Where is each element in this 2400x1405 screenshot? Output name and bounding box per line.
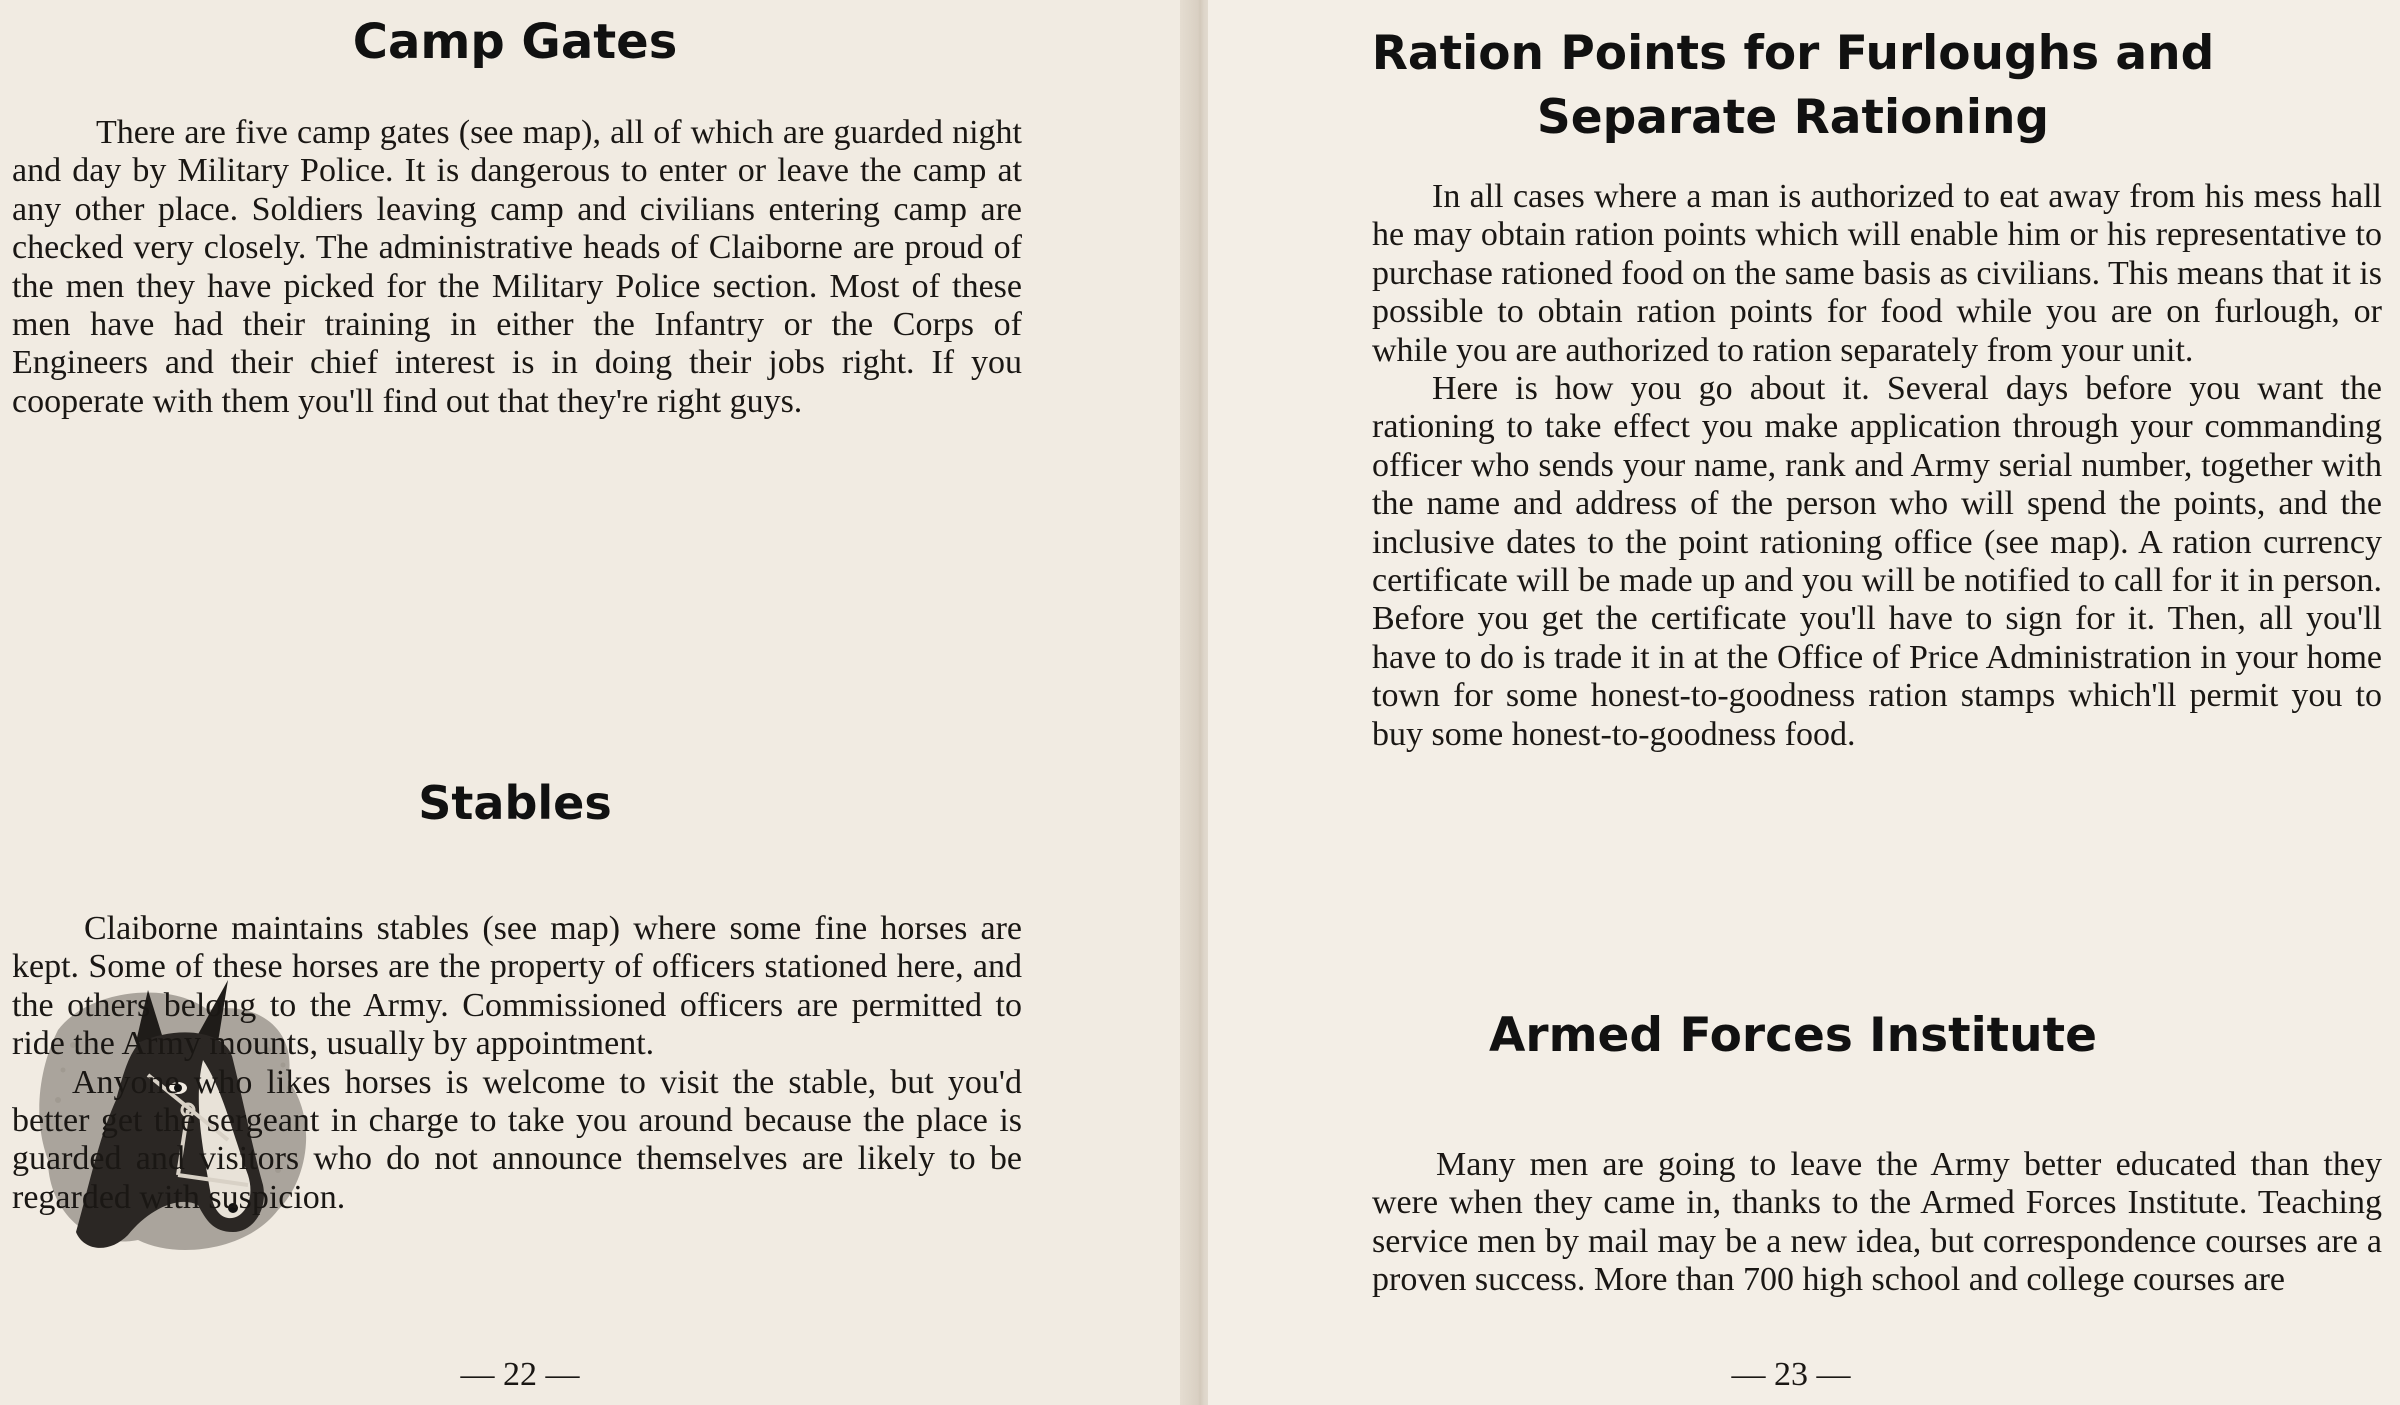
left-page (0, 0, 1192, 1405)
page-number-right: — 23 — (1731, 1356, 1851, 1393)
stables-paragraph-2: Anyone who likes horses is welcome to visit the stable, but you'd better get the sergeant in charge to take you around because the place is guarded and visitors who do not announce themselves are likely to be regarded with suspicion. (12, 1063, 1022, 1216)
ration-points-heading-line-2: Separate Rationing (1536, 90, 2050, 145)
armed-forces-body (1372, 1146, 2382, 1300)
right-page (1208, 0, 2400, 1405)
ration-points-paragraph-1: In all cases where a man is authorized to eat away from his mess hall he may obtain ration points which will enable him or his representative to purchase rationed food on the same basis as civilians. This means that it is possible to obtain ration points for food while you are on furlough, or while you are authorized to ration separately from your unit. (1372, 178, 2382, 369)
camp-gates-heading: Camp Gates (352, 14, 678, 70)
ration-points-heading-line-1: Ration Points for Furloughs and (1371, 26, 2215, 81)
ration-points-paragraph-2: Here is how you go about it. Several days before you want the rationing to take effect you make application through your commanding officer who sends your name, rank and Army serial number, together with the name and address of the person who will spend the points, and the inclusive dates to the point rationing office (see map). A ration currency certificate will be made up and you will be notified to call for it in person. Before you get the certificate you'll have to sign for it. Then, all you'll have to do is trade it in at the Office of Price Administration in your home town for some honest-to-goodness ration stamps which'll permit you to buy some honest-to-goodness food. (1372, 370, 2382, 753)
stables-body (12, 910, 1022, 1217)
stables-paragraph-1: Claiborne maintains stables (see map) where some fine horses are kept. Some of these horses are the property of officers stationed here, and the others belong to the Army. Commissioned officers are permitted to ride the Army mounts, usually by appointment. (12, 910, 1022, 1063)
armed-forces-paragraph: Many men are going to leave the Army better educated than they were when they came in, thanks to the Armed Forces Institute. Teaching service men by mail may be a new idea, but correspondence courses are a proven success. More than 700 high school and college courses are (1372, 1146, 2382, 1299)
stables-heading: Stables (418, 776, 612, 830)
ration-points-heading (1358, 22, 2228, 150)
camp-gates-body (12, 114, 1022, 421)
page-number-left: — 22 — (460, 1356, 580, 1393)
camp-gates-paragraph: There are five camp gates (see map), all of which are guarded night and day by Military Police. It is dangerous to enter or leave the camp at any other place. Soldiers leaving camp and civilians entering camp are checked very closely. The administrative heads of Claiborne are proud of the men they have picked for the Military Police section. Most of these men have had their training in either the Infantry or the Corps of Engineers and their chief interest is in doing their jobs right. If you cooperate with them you'll find out that they're right guys. (12, 114, 1022, 420)
ration-points-body (1372, 178, 2382, 754)
armed-forces-heading: Armed Forces Institute (1489, 1008, 2097, 1063)
